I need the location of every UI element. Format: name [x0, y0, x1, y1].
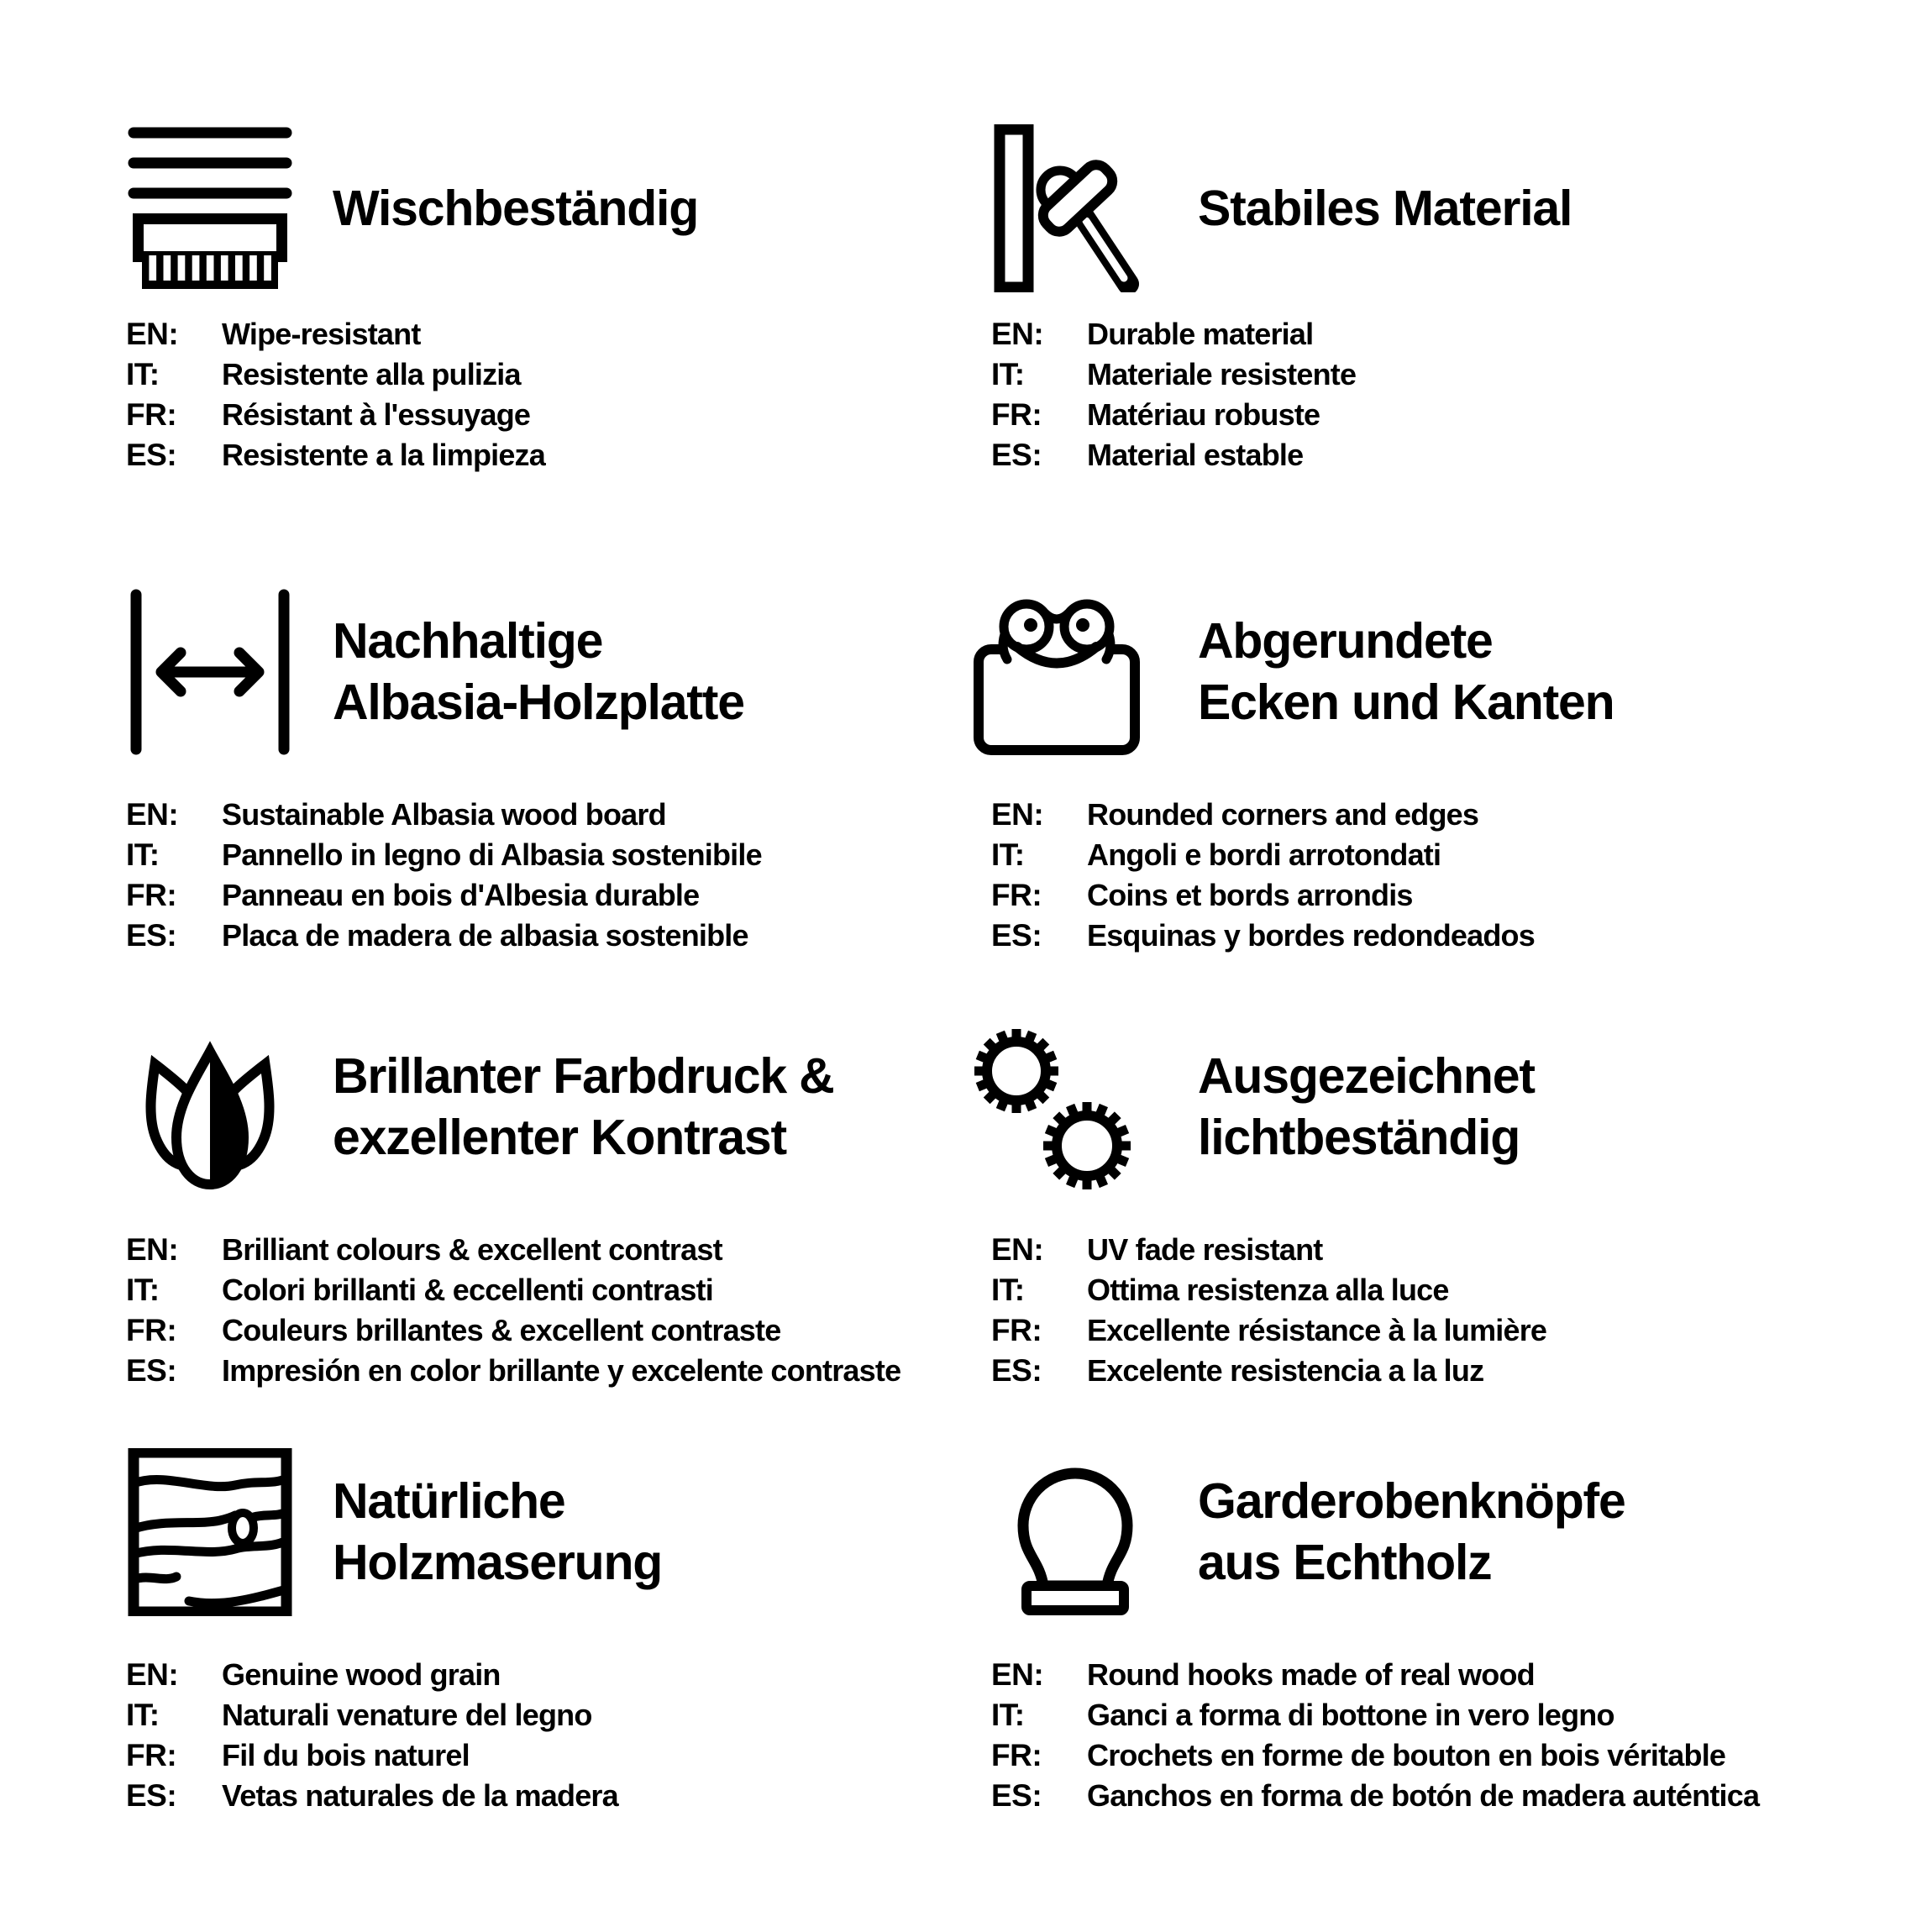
- translation-text: Placa de madera de albasia sostenible: [222, 918, 748, 953]
- language-label: ES:: [991, 1353, 1042, 1388]
- translation-text: Naturali venature del legno: [222, 1698, 592, 1732]
- language-label: FR:: [991, 1738, 1042, 1772]
- language-label: IT:: [126, 357, 160, 391]
- language-label: FR:: [991, 1313, 1042, 1347]
- language-label: IT:: [126, 1698, 160, 1732]
- translation-row: [991, 1776, 1928, 1816]
- feature-header: [991, 124, 1928, 292]
- translation-list: [991, 1230, 1928, 1391]
- translation-row: [991, 435, 1928, 475]
- translation-text: Sustainable Albasia wood board: [222, 797, 666, 832]
- language-label: ES:: [126, 918, 177, 953]
- translation-text: Vetas naturales de la madera: [222, 1778, 618, 1813]
- translation-text: Couleurs brillantes & excellent contraste: [222, 1313, 781, 1347]
- feature-title: [1198, 1471, 1625, 1593]
- feature-block-brilliant-colours: [126, 1023, 1063, 1391]
- language-label: ES:: [991, 1778, 1042, 1813]
- translation-row: [991, 835, 1928, 875]
- feature-title: [333, 611, 744, 733]
- feature-title: [333, 1471, 662, 1593]
- translation-row: [126, 1655, 1063, 1695]
- feature-block-wooden-knobs: [991, 1448, 1928, 1816]
- feature-header: [991, 1023, 1928, 1191]
- translation-row: [126, 1310, 1063, 1351]
- feature-title-line: Abgerundete: [1198, 613, 1493, 669]
- feature-block-durable-material: [991, 124, 1928, 475]
- feature-title: [1198, 178, 1572, 239]
- translation-text: Materiale resistente: [1087, 357, 1357, 391]
- translation-row: [126, 1695, 1063, 1735]
- translation-text: Matériau robuste: [1087, 397, 1320, 432]
- translation-row: [991, 1735, 1928, 1776]
- translation-text: Panneau en bois d'Albesia durable: [222, 878, 700, 912]
- translation-row: [991, 1655, 1928, 1695]
- feature-header: [991, 588, 1928, 756]
- ink-drops-icon: [126, 1023, 294, 1191]
- language-label: IT:: [991, 1273, 1025, 1307]
- language-label: EN:: [991, 317, 1044, 351]
- translation-row: [126, 1735, 1063, 1776]
- language-label: EN:: [991, 1657, 1044, 1692]
- translation-text: Ganci a forma di bottone in vero legno: [1087, 1698, 1614, 1732]
- wooden-knob-icon: [991, 1448, 1159, 1616]
- translation-text: Ganchos en forma de botón de madera auténtica: [1087, 1778, 1760, 1813]
- feature-title: [1198, 1046, 1535, 1168]
- translation-text: Brilliant colours & excellent contrast: [222, 1232, 722, 1267]
- feature-title-line: aus Echtholz: [1198, 1535, 1492, 1590]
- translation-text: Résistant à l'essuyage: [222, 397, 531, 432]
- translation-row: [126, 875, 1063, 916]
- translation-row: [126, 354, 1063, 395]
- translation-text: Esquinas y bordes redondeados: [1087, 918, 1535, 953]
- language-label: FR:: [991, 878, 1042, 912]
- translation-text: Ottima resistenza alla luce: [1087, 1273, 1449, 1307]
- language-label: ES:: [126, 438, 177, 472]
- translation-list: [991, 314, 1928, 475]
- translation-text: Durable material: [1087, 317, 1314, 351]
- feature-title: [1198, 611, 1614, 733]
- translation-text: Fil du bois naturel: [222, 1738, 470, 1772]
- language-label: FR:: [126, 878, 177, 912]
- translation-text: Pannello in legno di Albasia sostenibile: [222, 837, 762, 872]
- language-label: IT:: [991, 357, 1025, 391]
- feature-header: [126, 588, 1063, 756]
- feature-title-line: Ausgezeichnet: [1198, 1048, 1535, 1104]
- translation-row: [991, 1695, 1928, 1735]
- language-label: EN:: [126, 797, 179, 832]
- feature-title-line: Brillanter Farbdruck &: [333, 1048, 834, 1104]
- feature-header: [991, 1448, 1928, 1616]
- translation-row: [991, 916, 1928, 956]
- uv-suns-icon: [991, 1023, 1159, 1191]
- feature-title: [333, 1046, 834, 1168]
- language-label: FR:: [991, 397, 1042, 432]
- translation-row: [126, 1270, 1063, 1310]
- translation-text: Excelente resistencia a la luz: [1087, 1353, 1484, 1388]
- translation-row: [991, 395, 1928, 435]
- language-label: FR:: [126, 397, 177, 432]
- translation-text: Genuine wood grain: [222, 1657, 501, 1692]
- language-label: IT:: [991, 1698, 1025, 1732]
- translation-row: [991, 314, 1928, 354]
- feature-title: [333, 178, 698, 239]
- translation-row: [126, 435, 1063, 475]
- feature-block-wood-grain: [126, 1448, 1063, 1816]
- translation-list: [991, 1655, 1928, 1816]
- translation-row: [991, 875, 1928, 916]
- translation-row: [126, 795, 1063, 835]
- feature-title-line: Holzmaserung: [333, 1535, 663, 1590]
- translation-text: Round hooks made of real wood: [1087, 1657, 1535, 1692]
- translation-row: [126, 314, 1063, 354]
- translation-text: Wipe-resistant: [222, 317, 421, 351]
- translation-text: Crochets en forme de bouton en bois véritable: [1087, 1738, 1726, 1772]
- translation-text: Rounded corners and edges: [1087, 797, 1479, 832]
- translation-row: [991, 1310, 1928, 1351]
- translation-list: [126, 1655, 1063, 1816]
- feature-title-line: Ecken und Kanten: [1198, 675, 1614, 730]
- translation-row: [126, 395, 1063, 435]
- translation-row: [991, 1230, 1928, 1270]
- wipe-brush-icon: [126, 124, 294, 292]
- hammer-board-icon: [991, 124, 1159, 292]
- translation-text: Resistente a la limpieza: [222, 438, 545, 472]
- language-label: ES:: [126, 1778, 177, 1813]
- feature-header: [126, 1448, 1063, 1616]
- language-label: EN:: [991, 1232, 1044, 1267]
- translation-row: [126, 1351, 1063, 1391]
- language-label: IT:: [126, 837, 160, 872]
- translation-text: Angoli e bordi arrotondati: [1087, 837, 1441, 872]
- translation-text: Impresión en color brillante y excelente contraste: [222, 1353, 901, 1388]
- language-label: IT:: [991, 837, 1025, 872]
- language-label: EN:: [126, 317, 179, 351]
- feature-block-wipe-resistant: [126, 124, 1063, 475]
- wood-grain-icon: [126, 1448, 294, 1616]
- language-label: IT:: [126, 1273, 160, 1307]
- translation-text: UV fade resistant: [1087, 1232, 1323, 1267]
- feature-block-rounded-corners: [991, 588, 1928, 956]
- translation-text: Excellente résistance à la lumière: [1087, 1313, 1547, 1347]
- translation-list: [991, 795, 1928, 956]
- feature-title-line: exzellenter Kontrast: [333, 1110, 786, 1165]
- translation-text: Coins et bords arrondis: [1087, 878, 1413, 912]
- translation-text: Colori brillanti & eccellenti contrasti: [222, 1273, 713, 1307]
- language-label: EN:: [991, 797, 1044, 832]
- translation-row: [991, 795, 1928, 835]
- feature-title-line: Stabiles Material: [1198, 180, 1572, 236]
- translation-row: [991, 1270, 1928, 1310]
- translation-list: [126, 314, 1063, 475]
- feature-title-line: Albasia-Holzplatte: [333, 675, 744, 730]
- feature-title-line: Nachhaltige: [333, 613, 603, 669]
- translation-row: [991, 1351, 1928, 1391]
- feature-title-line: lichtbeständig: [1198, 1110, 1520, 1165]
- translation-list: [126, 795, 1063, 956]
- language-label: FR:: [126, 1313, 177, 1347]
- language-label: EN:: [126, 1657, 179, 1692]
- translation-list: [126, 1230, 1063, 1391]
- feature-header: [126, 1023, 1063, 1191]
- feature-title-line: Garderobenknöpfe: [1198, 1473, 1625, 1529]
- translation-row: [126, 1230, 1063, 1270]
- translation-row: [126, 835, 1063, 875]
- feature-title-line: Natürliche: [333, 1473, 565, 1529]
- language-label: EN:: [126, 1232, 179, 1267]
- translation-text: Material estable: [1087, 438, 1304, 472]
- translation-row: [991, 354, 1928, 395]
- feature-header: [126, 124, 1063, 292]
- frog-rounded-board-icon: [991, 588, 1159, 756]
- translation-row: [126, 1776, 1063, 1816]
- feature-block-sustainable-board: [126, 588, 1063, 956]
- language-label: ES:: [126, 1353, 177, 1388]
- language-label: ES:: [991, 438, 1042, 472]
- feature-title-line: Wischbeständig: [333, 180, 699, 236]
- board-width-arrows-icon: [126, 588, 294, 756]
- language-label: FR:: [126, 1738, 177, 1772]
- translation-text: Resistente alla pulizia: [222, 357, 521, 391]
- feature-block-uv-resistant: [991, 1023, 1928, 1391]
- language-label: ES:: [991, 918, 1042, 953]
- translation-row: [126, 916, 1063, 956]
